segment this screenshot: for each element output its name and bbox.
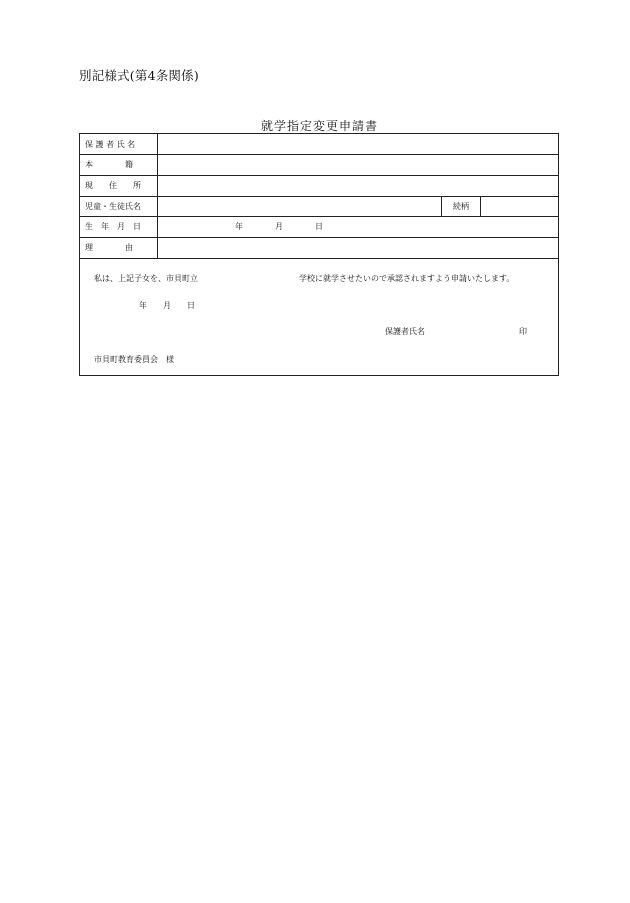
document-title: 就学指定変更申請書 bbox=[260, 119, 378, 133]
row-guardian-name bbox=[80, 134, 558, 155]
label-reason: 理 由 bbox=[80, 237, 158, 258]
birth-date-value: 年 月 日 bbox=[235, 222, 323, 231]
label-relationship: 続柄 bbox=[441, 196, 481, 216]
declaration-area bbox=[80, 258, 558, 375]
row-student-name bbox=[80, 196, 558, 217]
row-registered-domicile bbox=[80, 154, 558, 176]
row-reason bbox=[80, 237, 558, 259]
statement-part1: 私は、上記子女を、市貝町立 bbox=[94, 274, 198, 283]
application-form bbox=[79, 133, 559, 376]
guardian-signature-label: 保護者氏名 bbox=[385, 327, 425, 336]
label-student-name: 児童・生徒氏名 bbox=[80, 196, 158, 216]
application-date: 年 月 日 bbox=[139, 301, 195, 310]
row-birth-date bbox=[80, 216, 558, 238]
seal-mark: 印 bbox=[519, 327, 527, 336]
label-current-address: 現 住 所 bbox=[80, 175, 158, 196]
header-note: 別記様式(第4条関係) bbox=[79, 68, 199, 83]
label-birth-date: 生 年 月 日 bbox=[80, 216, 158, 237]
label-guardian-name: 保 護 者 氏 名 bbox=[80, 134, 158, 154]
label-registered-domicile: 本 籍 bbox=[80, 154, 158, 175]
addressee: 市貝町教育委員会 様 bbox=[94, 355, 174, 364]
statement-part2: 学校に就学させたいので承認されますよう申請いたします。 bbox=[299, 274, 515, 283]
row-current-address bbox=[80, 175, 558, 197]
